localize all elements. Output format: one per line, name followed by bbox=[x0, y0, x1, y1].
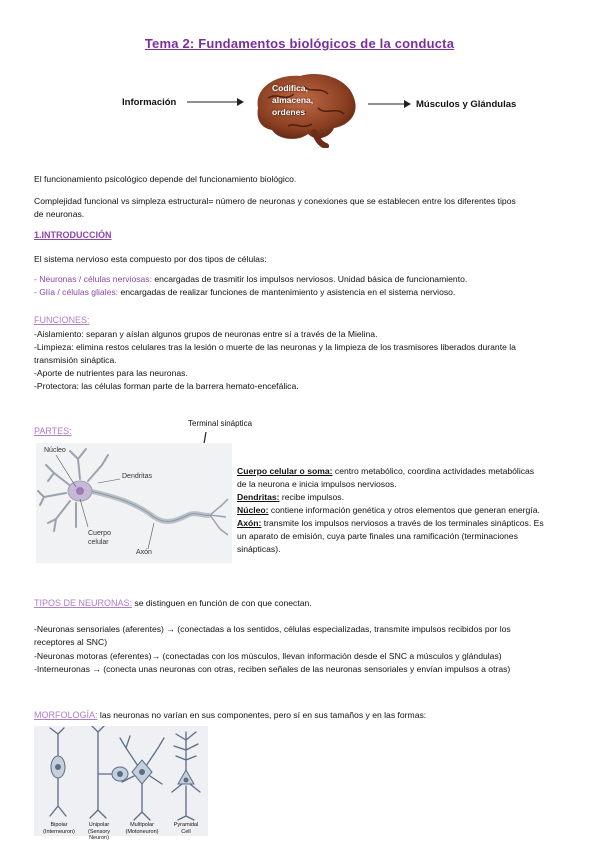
terminal-label: Terminal sináptica bbox=[188, 419, 253, 428]
figure-caption: Pyramidal Cell bbox=[173, 822, 199, 835]
list-item: -Limpieza: elimina restos celulares tras la lesión o muerte de las neuronas y la limpieza de los trasmisores liberados durante la bbox=[34, 342, 516, 352]
section-heading: PARTES: bbox=[34, 426, 72, 436]
part-description: de la neurona e inicia impulsos nerviosos. bbox=[237, 479, 397, 489]
figure-label: Núcleo bbox=[44, 447, 66, 454]
figure-caption: Multipolar (Motoneuron) bbox=[125, 822, 159, 835]
list-item: -Aislamiento: separan y aíslan algunos grupos de neuronas entre sí a través de la Mielina. bbox=[34, 329, 378, 339]
list-item: - Glía / células gliales: encargadas de realizar funciones de mantenimiento y asistencia en el sistema nervioso. bbox=[34, 287, 456, 297]
neuron-icon bbox=[36, 443, 232, 563]
list-item: -Neuronas motoras (eferentes)→ (conectadas con los músculos, llevan información desde el SNC a músculos y glándulas) bbox=[34, 651, 502, 661]
paragraph: El sistema nervioso esta compuesto por dos tipos de células: bbox=[34, 254, 267, 264]
list-item: receptores al SNC) bbox=[34, 637, 108, 647]
section-heading: 1.INTRODUCCIÓN bbox=[34, 230, 112, 240]
list-item: transmisión sináptica. bbox=[34, 355, 117, 365]
intro-paragraph: El funcionamiento psicológico depende del funcionamiento biológico. bbox=[34, 174, 297, 184]
information-label: Información bbox=[122, 97, 177, 108]
intro-paragraph: de neuronas. bbox=[34, 209, 85, 219]
part-description: un aparato de emisión, cuya parte finales una ramificación (terminaciones bbox=[237, 531, 518, 541]
part-description: Núcleo: contiene información genética y otros elementos que generan energía. bbox=[237, 505, 540, 515]
muscles-glands-label: Músculos y Glándulas bbox=[416, 99, 517, 110]
list-item: -Aporte de nutrientes para las neuronas. bbox=[34, 368, 188, 378]
neuron-figure bbox=[36, 443, 232, 563]
brain-caption: Codifica, almacena, ordenes bbox=[272, 83, 314, 117]
figure-caption: Unipolar (Sensory Neuron) bbox=[87, 822, 110, 841]
list-item: -Neuronas sensoriales (aferentes) → (conectadas a los sentidos, células especializadas, transmite impulsos recibidos por los bbox=[34, 624, 511, 634]
figure-caption: Bipolar (Interneuron) bbox=[43, 822, 75, 835]
page-title: Tema 2: Fundamentos biológicos de la conducta bbox=[144, 36, 455, 51]
figure-label: Cuerpo celular bbox=[88, 530, 111, 546]
part-description: Dendritas: recibe impulsos. bbox=[237, 492, 344, 502]
arrow-right-icon bbox=[366, 98, 412, 110]
section-heading: FUNCIONES: bbox=[34, 315, 90, 325]
figure-label: Axón bbox=[136, 549, 152, 556]
part-description: Cuerpo celular o soma: centro metabólico, coordina actividades metabólicas bbox=[237, 466, 535, 476]
list-item: -Interneuronas → (conecta unas neuronas con otras, reciben señales de las neuronas sensoriales y envían impulsos a otras) bbox=[34, 664, 511, 674]
list-item: - Neuronas / células nerviosas: encargadas de trasmitir los impulsos nerviosos. Unidad básica de funcionamiento. bbox=[34, 274, 468, 284]
neuron-types-icon bbox=[34, 726, 208, 822]
figure-label: Dendritas bbox=[122, 473, 152, 480]
intro-paragraph: Complejidad funcional vs simpleza estructural= número de neuronas y conexiones que se establecen entre los diferentes tipos bbox=[34, 196, 516, 206]
list-item: -Protectora: las células forman parte de la barrera hemato-encefálica. bbox=[34, 381, 299, 391]
part-description: sinápticas). bbox=[237, 544, 281, 554]
section-line: MORFOLOGÍA: las neuronas no varían en sus componentes, pero sí en sus tamaños y en las formas: bbox=[34, 710, 427, 720]
section-line: TIPOS DE NEURONAS: se distinguen en función de con que conectan. bbox=[34, 598, 312, 608]
arrow-right-icon bbox=[185, 96, 245, 108]
neuron-morphology-figure bbox=[34, 726, 208, 841]
part-description: Axón: transmite los impulsos nerviosos a través de los terminales sinápticos. Es bbox=[237, 518, 544, 528]
